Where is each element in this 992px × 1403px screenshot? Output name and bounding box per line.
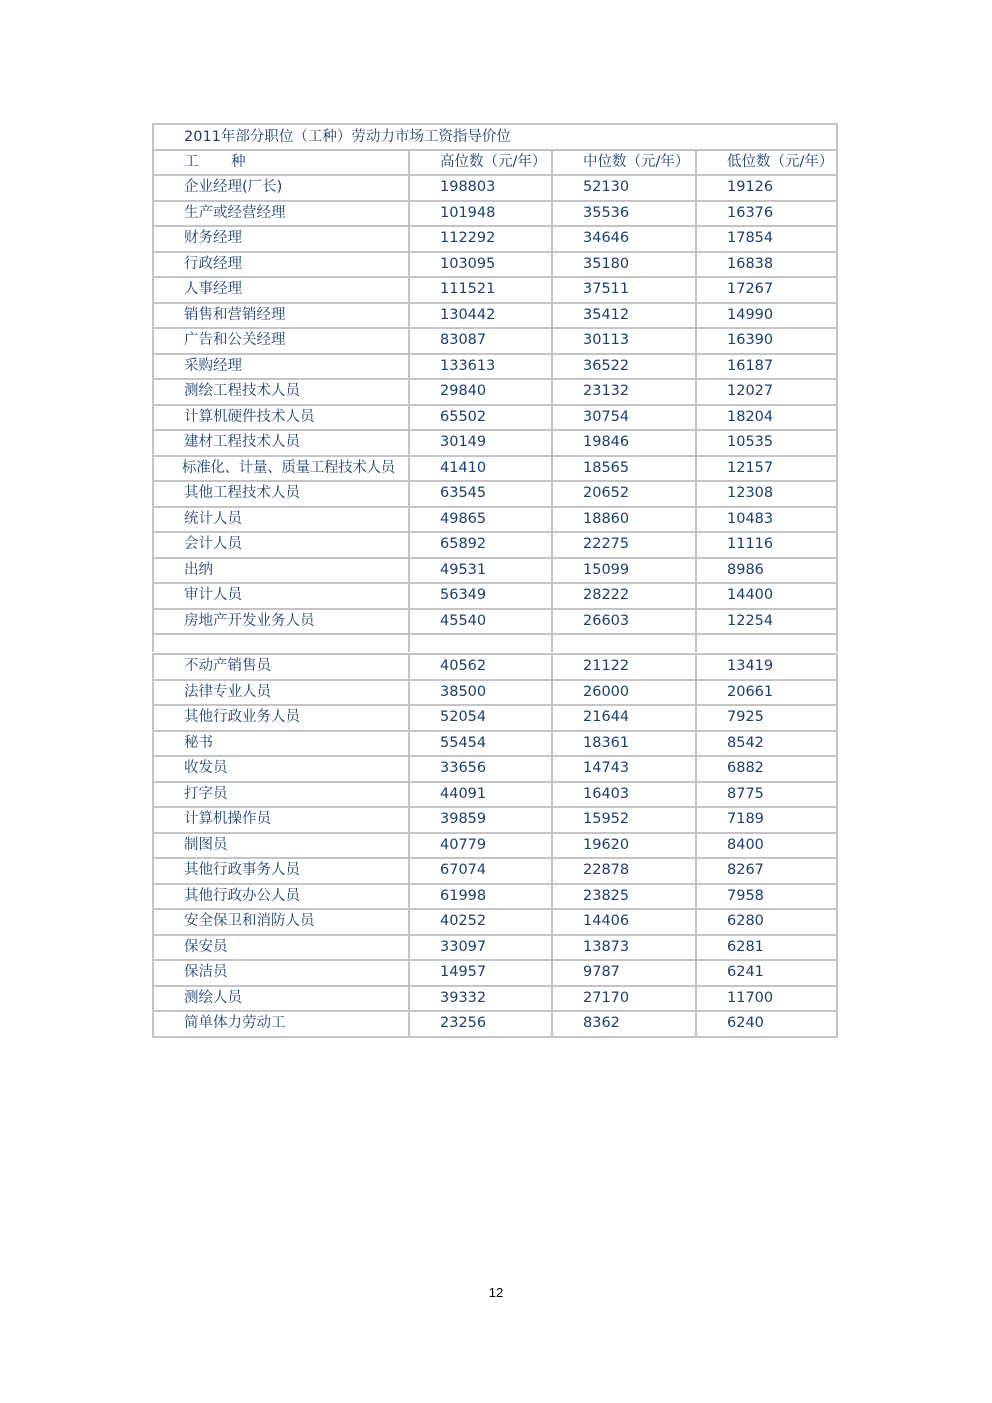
table-row — [154, 329, 836, 355]
cell-high: 55454 — [410, 732, 553, 756]
cell-low: 13419 — [727, 658, 774, 674]
table-row — [154, 559, 836, 585]
cell-median: 26603 — [553, 610, 697, 634]
table-row — [154, 732, 836, 758]
cell-median: 18361 — [553, 732, 697, 756]
table-row — [154, 910, 836, 936]
cell-median: 18565 — [553, 457, 697, 481]
cell-high: 40779 — [410, 834, 553, 858]
cell-high: 29840 — [410, 380, 553, 404]
cell-low: 6280 — [727, 913, 764, 929]
table-row — [154, 987, 836, 1013]
cell-median: 13873 — [553, 936, 697, 960]
cell-occupation: 保洁员 — [154, 961, 410, 985]
cell-high: 101948 — [410, 202, 553, 226]
cell-median: 22275 — [553, 533, 697, 557]
cell-low: 6240 — [727, 1015, 764, 1031]
table-row — [154, 706, 836, 732]
cell-occupation: 计算机操作员 — [154, 808, 410, 832]
cell-high: 30149 — [410, 431, 553, 455]
cell-occupation: 不动产销售员 — [154, 655, 410, 679]
table-row — [154, 783, 836, 809]
table-row — [154, 304, 836, 330]
table-row — [154, 278, 836, 304]
cell-median: 20652 — [553, 482, 697, 506]
cell-occupation: 销售和营销经理 — [154, 304, 410, 328]
table-row — [154, 936, 836, 962]
table-row — [154, 457, 836, 483]
cell-occupation: 标准化、计量、质量工程技术人员 — [154, 457, 410, 481]
table-row — [154, 610, 836, 636]
cell-occupation: 保安员 — [154, 936, 410, 960]
cell-low: 12254 — [727, 612, 774, 629]
cell-low: 6281 — [727, 938, 764, 955]
cell-occupation: 测绘人员 — [154, 987, 410, 1011]
table-row — [154, 202, 836, 228]
wage-table-part-2 — [152, 653, 838, 1038]
cell-low: 10535 — [727, 434, 774, 450]
cell-low: 11700 — [727, 989, 774, 1006]
cell-occupation: 广告和公关经理 — [154, 329, 410, 353]
cell-occupation: 人事经理 — [154, 278, 410, 302]
table-row — [154, 431, 836, 457]
cell-median: 23825 — [553, 885, 697, 909]
cell-high: 52054 — [410, 706, 553, 730]
cell-low: 18204 — [727, 408, 774, 425]
cell-high: 23256 — [410, 1012, 553, 1036]
table-row — [154, 406, 836, 432]
cell-median: 23132 — [553, 380, 697, 404]
cell-median: 52130 — [553, 176, 697, 200]
cell-occupation: 统计人员 — [154, 508, 410, 532]
cell-high: 63545 — [410, 482, 553, 506]
table-row — [154, 808, 836, 834]
cell-low: 12157 — [727, 459, 774, 476]
table-header-row — [154, 151, 836, 177]
cell-low: 20661 — [727, 683, 774, 700]
table-row — [154, 1012, 836, 1038]
cell-low: 7958 — [727, 887, 764, 904]
cell-median: 8362 — [553, 1012, 697, 1036]
cell-high: 49531 — [410, 559, 553, 583]
cell-median: 15099 — [553, 559, 697, 583]
cell-low: 14400 — [727, 587, 774, 603]
header-median: 中位数（元/年） — [553, 151, 697, 175]
cell-high: 41410 — [410, 457, 553, 481]
wage-table-part-1 — [152, 123, 838, 652]
table-row — [154, 655, 836, 681]
cell-low: 8400 — [727, 836, 764, 853]
cell-median: 21122 — [553, 655, 697, 679]
cell-low: 16376 — [727, 204, 774, 221]
cell-occupation: 行政经理 — [154, 253, 410, 277]
cell-low: 11116 — [727, 536, 774, 552]
cell-low: 8542 — [727, 734, 764, 751]
cell-occupation: 财务经理 — [154, 227, 410, 251]
cell-occupation: 制图员 — [154, 834, 410, 858]
cell-median: 30113 — [553, 329, 697, 353]
cell-high: 67074 — [410, 859, 553, 883]
cell-high: 65502 — [410, 406, 553, 430]
table-row — [154, 176, 836, 202]
cell-median: 34646 — [553, 227, 697, 251]
table-title: 2011年部分职位（工种）劳动力市场工资指导价位 — [154, 125, 836, 151]
cell-median: 22878 — [553, 859, 697, 883]
table-row — [154, 508, 836, 534]
table-row — [154, 834, 836, 860]
cell-median: 37511 — [553, 278, 697, 302]
cell-median: 30754 — [553, 406, 697, 430]
cell-median: 14406 — [553, 910, 697, 934]
page-number: 12 — [488, 1285, 504, 1300]
cell-median: 14743 — [553, 757, 697, 781]
cell-occupation: 出纳 — [154, 559, 410, 583]
cell-high: 14957 — [410, 961, 553, 985]
cell-occupation: 建材工程技术人员 — [154, 431, 410, 455]
cell-high: 33656 — [410, 757, 553, 781]
cell-median: 18860 — [553, 508, 697, 532]
cell-high: 130442 — [410, 304, 553, 328]
cell-occupation: 打字员 — [154, 783, 410, 807]
cell-high: 61998 — [410, 885, 553, 909]
header-low: 低位数（元/年） — [727, 153, 834, 170]
cell-low: 16390 — [727, 332, 774, 348]
header-occupation: 工 种 — [154, 151, 410, 175]
cell-occupation: 采购经理 — [154, 355, 410, 379]
header-high: 高位数（元/年） — [410, 151, 553, 175]
cell-median: 21644 — [553, 706, 697, 730]
table-page-break-stub — [154, 635, 836, 652]
cell-high: 38500 — [410, 681, 553, 705]
cell-median: 16403 — [553, 783, 697, 807]
cell-median: 19620 — [553, 834, 697, 858]
cell-occupation: 安全保卫和消防人员 — [154, 910, 410, 934]
table-row — [154, 380, 836, 406]
cell-occupation: 秘书 — [154, 732, 410, 756]
cell-median: 35412 — [553, 304, 697, 328]
cell-high: 45540 — [410, 610, 553, 634]
table-row — [154, 961, 836, 987]
cell-low: 19126 — [727, 179, 774, 195]
cell-occupation: 生产或经营经理 — [154, 202, 410, 226]
cell-low: 14990 — [727, 306, 774, 323]
cell-occupation: 其他行政事务人员 — [154, 859, 410, 883]
cell-median: 26000 — [553, 681, 697, 705]
table-row — [154, 253, 836, 279]
table-row — [154, 757, 836, 783]
cell-high: 44091 — [410, 783, 553, 807]
cell-high: 133613 — [410, 355, 553, 379]
cell-low: 12308 — [727, 485, 774, 501]
cell-median: 19846 — [553, 431, 697, 455]
cell-low: 17267 — [727, 281, 774, 297]
cell-occupation: 房地产开发业务人员 — [154, 610, 410, 634]
cell-median: 15952 — [553, 808, 697, 832]
cell-low: 8986 — [727, 561, 764, 578]
cell-occupation: 其他行政业务人员 — [154, 706, 410, 730]
cell-low: 16838 — [727, 255, 774, 272]
cell-high: 56349 — [410, 584, 553, 608]
cell-low: 8267 — [727, 862, 764, 878]
cell-median: 36522 — [553, 355, 697, 379]
table-row — [154, 227, 836, 253]
cell-occupation: 计算机硬件技术人员 — [154, 406, 410, 430]
cell-high: 39332 — [410, 987, 553, 1011]
cell-high: 39859 — [410, 808, 553, 832]
cell-occupation: 其他工程技术人员 — [154, 482, 410, 506]
cell-occupation: 其他行政办公人员 — [154, 885, 410, 909]
cell-low: 16187 — [727, 357, 774, 374]
cell-high: 112292 — [410, 227, 553, 251]
cell-low: 12027 — [727, 383, 774, 399]
cell-median: 35536 — [553, 202, 697, 226]
table-row — [154, 681, 836, 707]
cell-high: 40252 — [410, 910, 553, 934]
cell-high: 198803 — [410, 176, 553, 200]
cell-high: 33097 — [410, 936, 553, 960]
cell-occupation: 简单体力劳动工 — [154, 1012, 410, 1036]
cell-occupation: 法律专业人员 — [154, 681, 410, 705]
cell-low: 7189 — [727, 811, 764, 827]
cell-occupation: 测绘工程技术人员 — [154, 380, 410, 404]
cell-low: 17854 — [727, 230, 774, 246]
cell-high: 83087 — [410, 329, 553, 353]
cell-occupation: 企业经理(厂长) — [154, 176, 410, 200]
cell-median: 27170 — [553, 987, 697, 1011]
cell-occupation: 会计人员 — [154, 533, 410, 557]
cell-low: 7925 — [727, 709, 764, 725]
table-row — [154, 355, 836, 381]
table-row — [154, 885, 836, 911]
table-row — [154, 584, 836, 610]
cell-high: 40562 — [410, 655, 553, 679]
cell-low: 8775 — [727, 785, 764, 802]
cell-occupation: 审计人员 — [154, 584, 410, 608]
cell-high: 111521 — [410, 278, 553, 302]
cell-high: 65892 — [410, 533, 553, 557]
cell-low: 6241 — [727, 964, 764, 980]
cell-low: 10483 — [727, 510, 774, 527]
table-row — [154, 533, 836, 559]
table-row — [154, 482, 836, 508]
cell-median: 9787 — [553, 961, 697, 985]
cell-low: 6882 — [727, 760, 764, 776]
cell-high: 49865 — [410, 508, 553, 532]
cell-median: 35180 — [553, 253, 697, 277]
cell-high: 103095 — [410, 253, 553, 277]
cell-occupation: 收发员 — [154, 757, 410, 781]
table-row — [154, 859, 836, 885]
cell-median: 28222 — [553, 584, 697, 608]
